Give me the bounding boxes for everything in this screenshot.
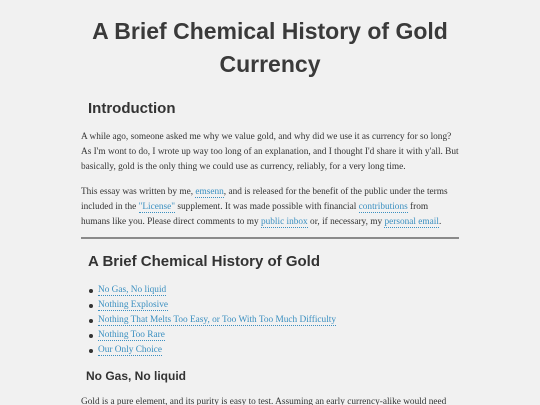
- intro-p2-text-3: supplement. It was made possible with financial: [175, 202, 359, 212]
- toc-item: [98, 343, 336, 358]
- toc-item: [98, 283, 336, 298]
- section-heading-no-gas: No Gas, No liquid: [86, 369, 187, 383]
- toc-item: [98, 298, 336, 313]
- intro-p2-text-1: This essay was written by me,: [81, 187, 196, 197]
- section-no-gas-paragraph: Gold is a pure element, and its purity is easy to test. Assuming an early currency-alike would need: [81, 397, 447, 405]
- page-title: A Brief Chemical History of Gold Currency: [92, 18, 448, 77]
- intro-paragraph-2: [81, 185, 459, 230]
- intro-paragraph-1: A while ago, someone asked me why we value gold, and why did we use it as currency for so long? As I'm wont to do, I wrote up way too long of an explanation, and I thought I'd share it with y'all. But basically, gold is the only thing we could use as currency, reliably, for a very long time.: [81, 132, 459, 172]
- public-inbox-link[interactable]: public inbox: [260, 217, 308, 227]
- personal-email-link[interactable]: personal email: [384, 217, 439, 227]
- toc-link-no-gas[interactable]: No Gas, No liquid: [98, 285, 167, 295]
- intro-p2-text-5: or, if necessary, my: [307, 217, 385, 227]
- toc-link-nothing-explosive[interactable]: Nothing Explosive: [98, 300, 168, 310]
- license-link[interactable]: "License": [138, 202, 176, 212]
- toc-link-too-rare[interactable]: Nothing Too Rare: [98, 330, 165, 340]
- toc-link-melting[interactable]: Nothing That Melts Too Easy, or Too With Too Much Difficulty: [98, 315, 337, 325]
- contributions-link[interactable]: contributions: [358, 202, 408, 212]
- intro-p2-text-4: from humans like you. Please direct comments to my: [81, 202, 429, 227]
- section-divider: [81, 237, 459, 239]
- table-of-contents: [98, 283, 336, 358]
- intro-p2-text-6: .: [438, 217, 442, 227]
- author-link[interactable]: emsenn: [195, 187, 224, 197]
- intro-p2-text-2: , and is released for the benefit of the public under the terms included in the: [81, 187, 448, 212]
- toc-heading: A Brief Chemical History of Gold: [88, 253, 320, 270]
- toc-link-only-choice[interactable]: Our Only Choice: [98, 345, 163, 355]
- toc-item: [98, 313, 336, 328]
- intro-heading: Introduction: [88, 100, 176, 117]
- toc-item: [98, 328, 336, 343]
